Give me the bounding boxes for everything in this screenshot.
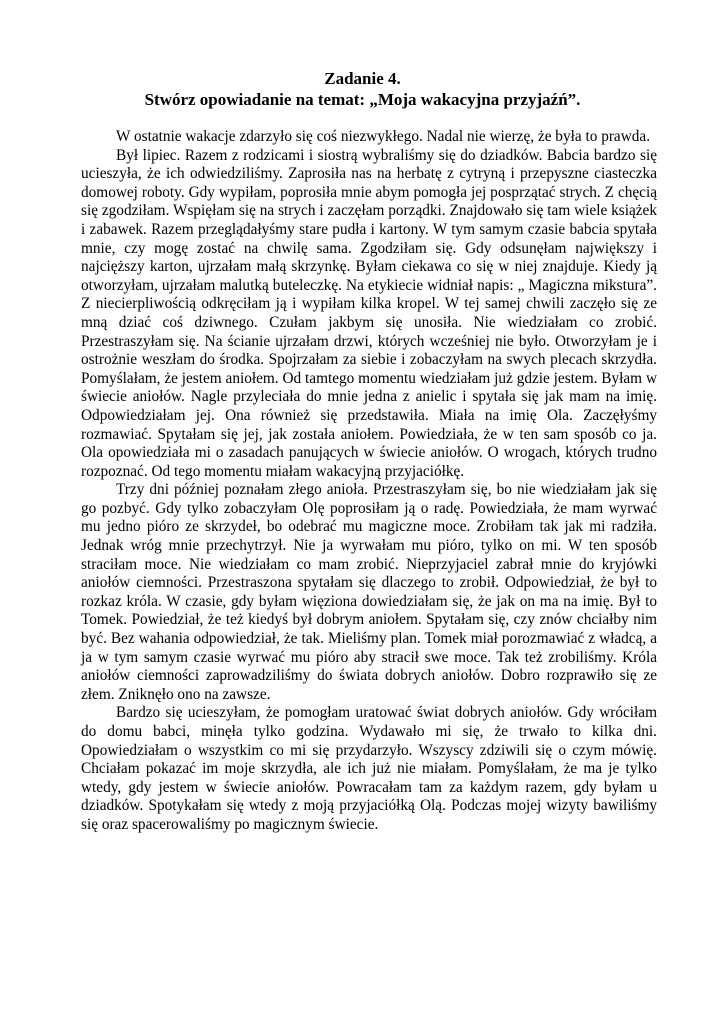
- paragraph: W ostatnie wakacje zdarzyło się coś niezwykłego. Nadal nie wierzę, że była to prawda.: [116, 128, 651, 145]
- heading: Zadanie 4.: [324, 69, 401, 88]
- paragraph: Był lipiec. Razem z rodzicami i siostrą wybraliśmy się do dziadków. Babcia bardzo się ucieszyła, że ich odwiedziliśmy. Zaprosiła nas na herbatę z cytryną i przepyszne ciasteczka domowej roboty. Gdy wypiłam, poprosiła mnie abym pomogła jej posprzątać strych. Z chęcią się zgodziłam. Wspięłam się na strych i zaczęłam porządki. Znajdowało się tam wiele książek i zabawek. Razem przeglądałyśmy stare pudła i kartony. W tym samym czasie babcia spytała mnie, czy mogę zostać na chwilę sama. Zgodziłam się. Gdy odsunęłam największy i najcięższy karton, ujrzałam małą skrzynkę. Byłam ciekawa co się w niej znajduje. Kiedy ją otworzyłam, ujrzałam malutką buteleczkę. Na etykiecie widniał napis: „ Magiczna mikstura”. Z niecierpliwością odkręciłam ją i wypiłam kilka kropel. W tej samej chwili zaczęło się ze mną dziać coś dziwnego. Czułam jakbym się unosiła. Nie wiedziałam co zrobić. Przestraszyłam się. Na ścianie ujrzałam drzwi, których wcześniej nie było. Otworzyłam je i ostrożnie weszłam do środka. Spojrzałam za siebie i zobaczyłam na swych plecach skrzydła. Pomyślałam, że jestem aniołem. Od tamtego momentu wiedziałam już gdzie jestem. Byłam w świecie aniołów. Nagle przyleciała do mnie jedna z anielic i spytała się jak mam na imię. Odpowiedziałam jej. Ona również się przedstawiła. Miała na imię Ola. Zaczęłyśmy rozmawiać. Spytałam się jej, jak została aniołem. Powiedziała, że w ten sam sposób co ja. Ola opowiedziała mi o zasadach panujących w świecie aniołów. O wrogach, których trudno rozpoznać. Od tego momentu miałam wakacyjną przyjaciółkę.: [81, 146, 657, 480]
- paragraph: Bardzo się ucieszyłam, że pomogłam uratować świat dobrych aniołów. Gdy wróciłam do domu babci, minęła tylko godzina. Wydawało mi się, że trwało to kilka dni. Opowiedziałam o wszystkim co mi się przydarzyło. Wszyscy zdziwili się o czym mówię. Chciałam pokazać im moje skrzydła, ale ich już nie miałam. Pomyślałam, że ma je tylko wtedy, gdy jestem w świecie aniołów. Powracałam tam za każdym razem, gdy byłam u dziadków. Spotykałam się wtedy z moją przyjaciółką Olą. Podczas mojej wizyty bawiliśmy się oraz spacerowaliśmy po magicznym świecie.: [81, 704, 657, 833]
- subheading: Stwórz opowiadanie na temat: „Moja wakacyjna przyjaźń”.: [144, 90, 581, 109]
- story-body: [81, 128, 657, 835]
- paragraph: Trzy dni później poznałam złego anioła. Przestraszyłam się, bo nie wiedziałam jak się go pozbyć. Gdy tylko zobaczyłam Olę poprosiłam ją o radę. Powiedziała, że mam wyrwać mu jedno pióro ze skrzydeł, bo odebrać mu magiczne moce. Zrobiłam tak jak mi radziła. Jednak wróg mnie przechytrzył. Nie ja wyrwałam mu pióro, tylko on mi. W ten sposób straciłam moce. Nie wiedziałam co mam zrobić. Nieprzyjaciel zabrał mnie do kryjówki aniołów ciemności. Przestraszona spytałam się dlaczego to zrobił. Odpowiedział, że był to rozkaz króla. W czasie, gdy byłam więziona dowiedziałam się, że jak on ma na imię. Był to Tomek. Powiedział, że też kiedyś był dobrym aniołem. Spytałam się, czy znów chciałby nim być. Bez wahania odpowiedział, że tak. Mieliśmy plan. Tomek miał porozmawiać z władcą, a ja w tym samym czasie wyrwać mu pióro aby stracił swe moce. Tak też zrobiliśmy. Króla aniołów ciemności zaprowadziliśmy do świata dobrych aniołów. Dobro rozprawiło się ze złem. Zniknęło ono na zawsze.: [81, 481, 657, 703]
